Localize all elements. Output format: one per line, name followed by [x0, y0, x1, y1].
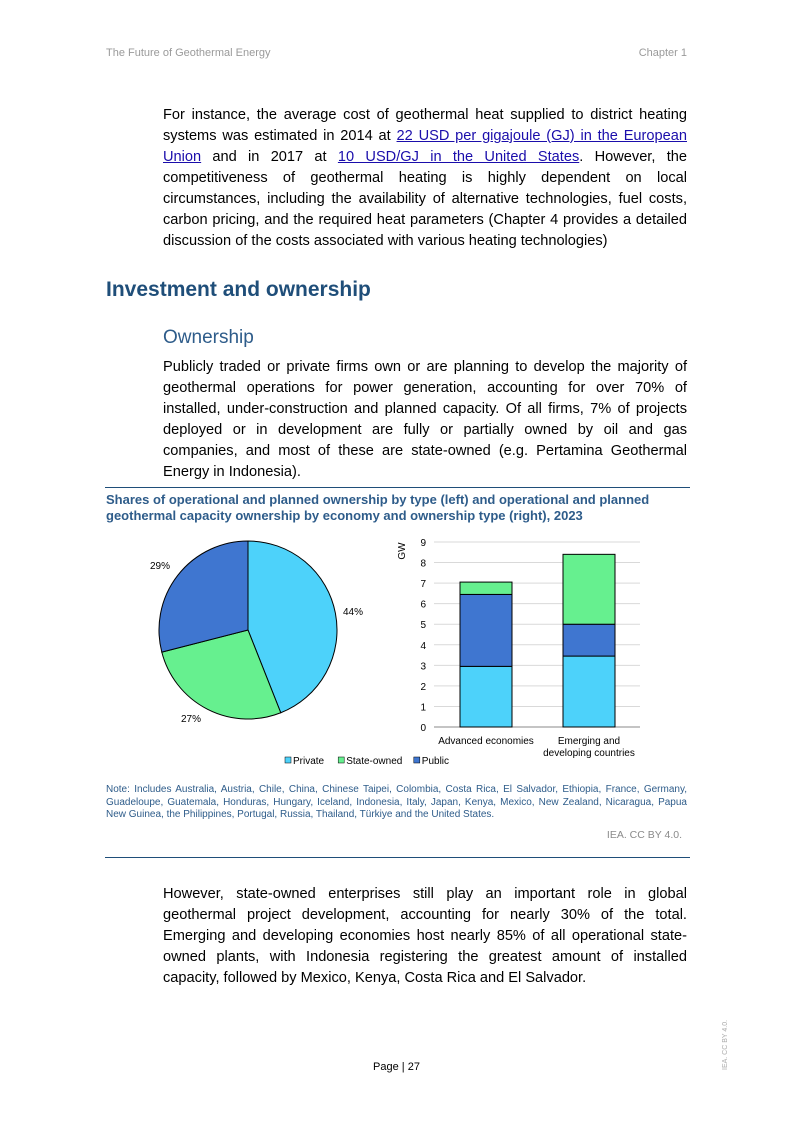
y-tick-label: 3	[420, 661, 426, 673]
y-tick-label: 9	[420, 538, 426, 549]
legend-label: Public	[421, 756, 450, 767]
text: . However, the competitiveness of geothermal heating is highly dependent on local circumstances, including the availability of alternative technologies, fuel costs, carbon pricing, and the required heat parameters (Chapter 4 provides a detailed discussion of the costs associated with various heating technologies)	[163, 149, 687, 249]
figure-note: Note: Includes Australia, Austria, Chile, China, Chinese Taipei, Colombia, Costa Rica, El Salvador, Ethiopia, France, Germany, Guadeloupe, Guatemala, Honduras, Hungary, Iceland, Indonesia, Italy, Japan, Kenya, Mexico, New Zealand, Nicaragua, Papua New Guinea, the Philippines, Portugal, Russia, Thailand, Türkiye and the United States.	[106, 784, 687, 820]
bar-segment-public	[563, 624, 615, 656]
running-header-title: The Future of Geothermal Energy	[106, 47, 271, 59]
figure-credit: IEA. CC BY 4.0.	[606, 829, 682, 841]
paragraph-ownership: Publicly traded or private firms own or are planning to develop the majority of geothermal operations for power generation, accounting for over 70% of installed, under-construction and planned capacity. Of all firms, 7% of projects deployed or in development are fully or partially owned by oil and gas companies, and most of these are state-owned (e.g. Pertamina Geothermal Energy in Indonesia).	[163, 359, 687, 480]
section-heading: Investment and ownership	[106, 278, 371, 301]
figure-bottom-rule	[105, 857, 690, 858]
bar-segment-public	[460, 594, 512, 666]
x-tick-label: Emerging and	[557, 736, 621, 747]
legend-swatch	[414, 757, 420, 763]
pie-label: 29%	[149, 561, 171, 572]
x-tick-label: developing countries	[543, 748, 635, 759]
y-tick-label: 8	[420, 558, 426, 570]
y-tick-label: 2	[420, 681, 426, 693]
x-tick-label: Advanced economies	[438, 736, 534, 747]
side-license: IEA. CC BY 4.0.	[722, 1019, 729, 1070]
subsection-heading: Ownership	[163, 327, 254, 348]
text: For instance, the average cost of geothermal heat supplied to district heating systems was estimated in 2014 at	[163, 107, 687, 144]
paragraph-state-owned: However, state-owned enterprises still play an important role in global geothermal project development, accounting for nearly 30% of the total. Emerging and developing economies host nearly 85% of all operational state-owned plants, with Indonesia registering the greatest amount of installed capacity, followed by Mexico, Kenya, Costa Rica and El Salvador.	[163, 886, 687, 986]
link-eu-cost[interactable]: 22 USD per gigajoule (GJ) in the European Union	[163, 128, 687, 165]
running-header-chapter: Chapter 1	[638, 47, 687, 59]
legend-swatch	[285, 757, 291, 763]
legend-label: Private	[293, 756, 325, 767]
y-axis-label: GW	[397, 542, 408, 560]
bar-segment-private	[460, 666, 512, 727]
legend-label: State-owned	[346, 756, 403, 767]
text: and in 2017 at	[201, 149, 338, 165]
legend-swatch	[338, 757, 344, 763]
y-tick-label: 7	[420, 579, 426, 591]
y-tick-label: 5	[420, 620, 426, 632]
link-us-cost[interactable]: 10 USD/GJ in the United States	[337, 149, 580, 165]
bar-segment-state-owned	[563, 554, 615, 624]
pie-label: 27%	[180, 714, 202, 725]
y-tick-label: 4	[420, 640, 426, 652]
y-tick-label: 1	[420, 702, 426, 714]
bar-segment-state-owned	[460, 582, 512, 594]
bar-segment-private	[563, 656, 615, 727]
page-number: Page | 27	[373, 1061, 420, 1073]
figure-title: Shares of operational and planned ownership by type (left) and operational and planned geothermal capacity ownership by economy and ownership type (right), 2023	[106, 492, 650, 523]
y-tick-label: 0	[420, 723, 426, 734]
pie-label: 44%	[342, 607, 364, 618]
y-tick-label: 6	[420, 599, 426, 611]
